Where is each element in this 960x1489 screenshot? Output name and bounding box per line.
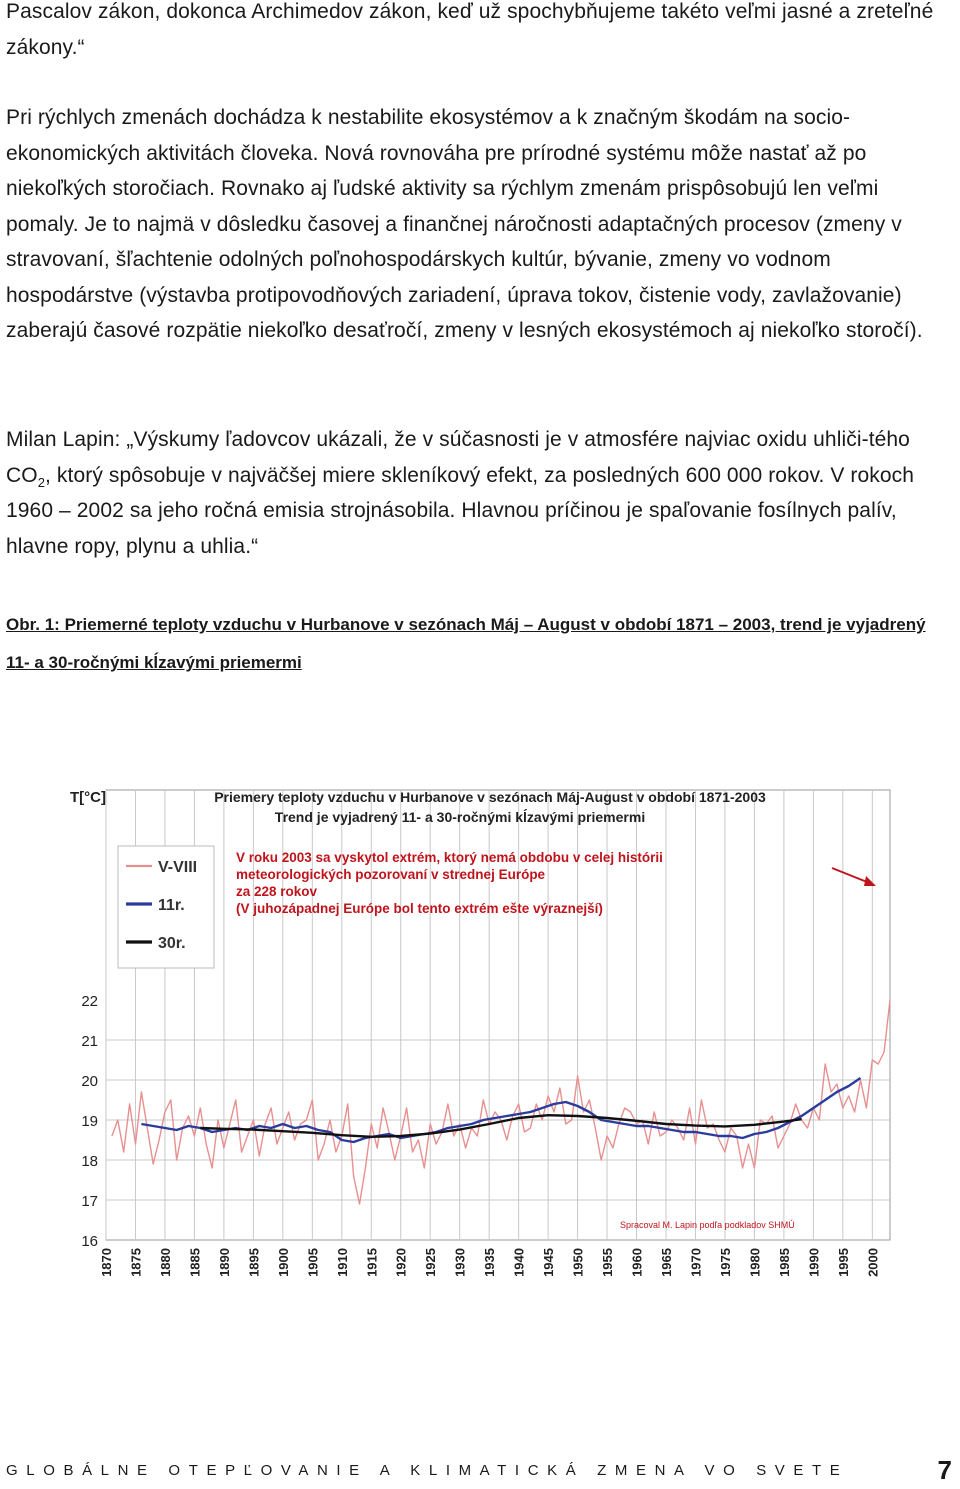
co2-subscript: 2	[37, 474, 46, 490]
x-tick-label: 1970	[688, 1248, 704, 1277]
x-tick-label: 1935	[482, 1248, 498, 1277]
chart-subtitle: Trend je vyjadrený 11- a 30-ročnými kĺzavými priemermi	[274, 809, 646, 825]
x-tick-label: 1870	[99, 1248, 114, 1277]
y-tick-label: 18	[81, 1153, 98, 1170]
paragraph-intro-end: Pascalov zákon, dokonca Archimedov zákon, keď už spochybňujeme takéto veľmi jasné a zreteľné zákony.“	[6, 0, 934, 59]
chart-svg	[60, 770, 900, 1310]
x-tick-label: 1900	[275, 1248, 291, 1277]
annotation-line: (V juhozápadnej Európe bol tento extrém ešte výraznejší)	[236, 901, 603, 916]
paragraph-ecosystems: Pri rýchlych zmenách dochádza k nestabilite ekosystémov a k značným škodám na socio-ekonomických aktivitách človeka. Nová rovnováha pre prírodné systému môže nastať až po niekoľkých storočiach. Rovnako aj ľudské aktivity sa rýchlym zmenám prispôsobujú len veľmi pomaly. Je to najmä v dôsledku časovej a finančnej náročnosti adaptačných procesov (zmeny v stravovaní, šľachtenie odolných poľnohospodárskych kultúr, bývanie, zmeny vo vodnom hospodárstve (výstavba protipovodňových zariadení, úprava tokov, čistenie vody, zavlažovanie) zaberajú časové rozpätie niekoľko desaťročí, zmeny v lesných ekosystémoch aj niekoľko storočí).	[6, 106, 923, 342]
quote-text-b: , ktorý spôsobuje v najväčšej miere skleníkový efekt, za posledných 600 000 rokov. V rokoch 1960 – 2002 sa jeho ročná emisia strojnásobila. Hlavnou príčinou je spaľovanie fosílnych palív, hlavne ropy, plynu a uhlia.“	[6, 463, 915, 558]
x-tick-label: 1945	[541, 1248, 557, 1277]
legend-label: V-VIII	[158, 859, 198, 876]
x-tick-label: 1930	[452, 1248, 468, 1277]
x-tick-label: 1885	[187, 1248, 203, 1277]
x-tick-label: 1925	[423, 1248, 439, 1277]
running-footer: GLOBÁLNE OTEPĽOVANIE A KLIMATICKÁ ZMENA VO SVETE	[6, 1462, 849, 1479]
page-number: 7	[937, 1455, 952, 1485]
x-tick-label: 1940	[511, 1248, 527, 1277]
x-tick-label: 1895	[246, 1248, 262, 1277]
x-tick-label: 1990	[806, 1248, 822, 1277]
x-tick-label: 2000	[865, 1248, 881, 1277]
x-tick-label: 1995	[835, 1248, 851, 1277]
quote-text-a: Milan Lapin: „Výskumy ľadovcov ukázali, že v súčasnosti je v atmosfére najviac oxidu uhliči-tého CO	[6, 428, 910, 487]
temperature-chart	[60, 770, 900, 1310]
x-tick-label: 1910	[334, 1248, 350, 1277]
x-tick-label: 1875	[128, 1248, 144, 1277]
annotation-line: V roku 2003 sa vyskytol extrém, ktorý nemá obdobu v celej histórii	[236, 850, 663, 865]
annotation-line: za 228 rokov	[236, 884, 318, 899]
chart-credit: Spracoval M. Lapin podľa podkladov SHMÚ	[620, 1220, 795, 1230]
legend-label: 30r.	[158, 935, 186, 952]
x-tick-label: 1905	[305, 1248, 321, 1277]
x-tick-label: 1965	[659, 1248, 674, 1277]
x-tick-label: 1960	[629, 1248, 645, 1277]
x-tick-label: 1950	[570, 1248, 586, 1277]
x-tick-label: 1955	[600, 1248, 616, 1277]
legend-label: 11r.	[158, 897, 185, 914]
paragraph-lapin-quote	[6, 422, 954, 564]
x-tick-label: 1975	[717, 1248, 733, 1277]
y-tick-label: 22	[81, 993, 98, 1010]
x-tick-label: 1980	[747, 1248, 763, 1277]
x-tick-label: 1890	[216, 1248, 232, 1277]
y-tick-label: 17	[81, 1193, 98, 1210]
y-tick-label: 21	[81, 1033, 98, 1050]
x-tick-label: 1985	[776, 1248, 792, 1277]
x-tick-label: 1915	[364, 1248, 380, 1277]
y-tick-label: 16	[81, 1233, 98, 1250]
y-tick-label: 19	[81, 1113, 98, 1130]
annotation-line: meteorologických pozorovaní v strednej Európe	[236, 867, 546, 882]
x-tick-label: 1880	[157, 1248, 173, 1277]
y-tick-label: 20	[81, 1073, 98, 1090]
figure-caption: Obr. 1: Priemerné teploty vzduchu v Hurbanove v sezónach Máj – August v období 1871 – 2003, trend je vyjadrený 11- a 30-ročnými kĺzavými priemermi	[6, 615, 926, 672]
x-tick-label: 1920	[393, 1248, 409, 1277]
chart-title: Priemery teploty vzduchu v Hurbanove v sezónach Máj-August v období 1871-2003	[214, 789, 766, 805]
y-axis-label: T[°C]	[70, 789, 106, 806]
